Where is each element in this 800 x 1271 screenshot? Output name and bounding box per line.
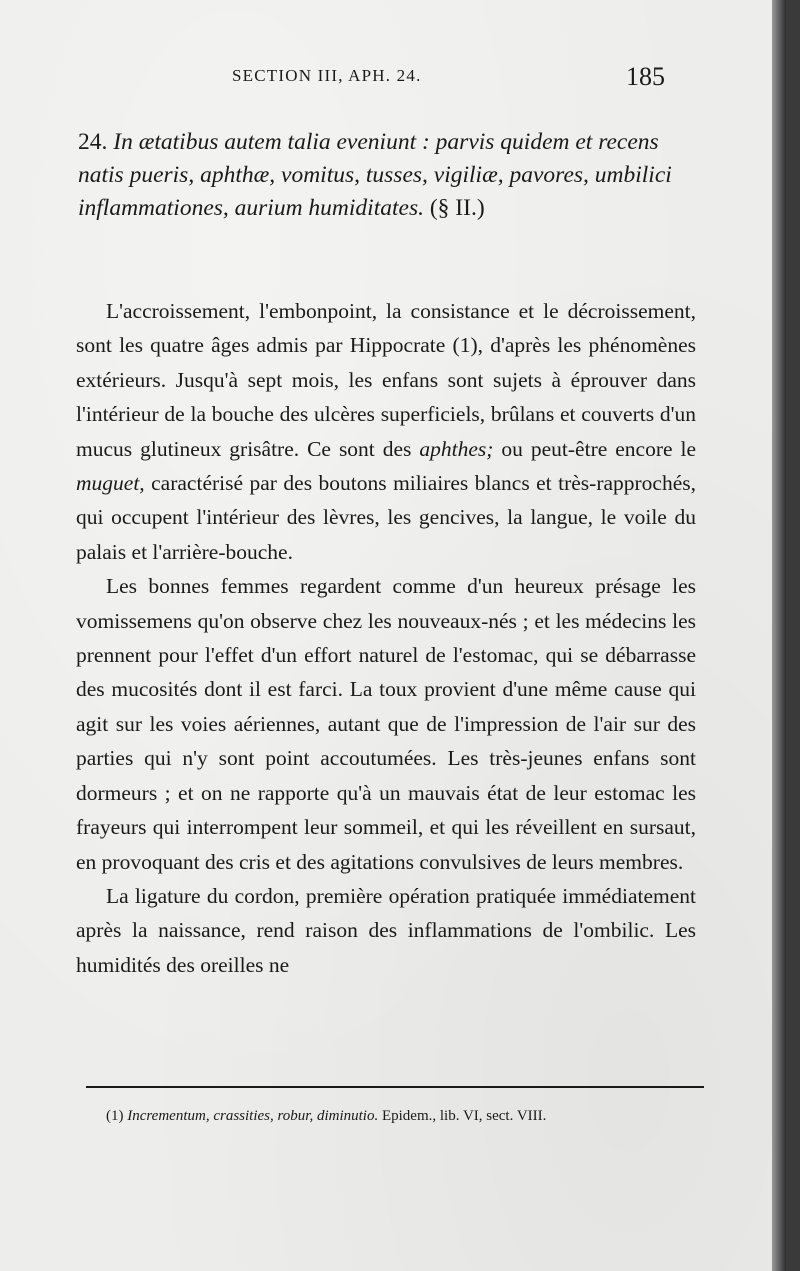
footnote (86, 1104, 704, 1128)
page-edge-shadow (772, 0, 786, 1271)
aphorism-reference: (§ II.) (429, 195, 485, 221)
running-head (0, 62, 786, 92)
term-aphthes: aphthes; (419, 436, 494, 461)
commentary-paragraph-3: La ligature du cordon, première opération pratiquée immédiatement après la naissance, rend raison des inflammations de l'ombilic. Les humidités des oreilles ne (76, 883, 696, 977)
aphorism-text (78, 126, 696, 225)
footnote-latin: Incrementum, crassities, robur, diminutio. (127, 1108, 379, 1124)
page-number: 185 (626, 62, 665, 91)
commentary-paragraph-1 (76, 294, 696, 569)
running-title: SECTION III, APH. 24. (232, 66, 422, 85)
aphorism-latin: In ætatibus autem talia eveniunt : parvis quidem et recens natis pueris, aphthæ, vomitus, tusses, vigiliæ, pavores, umbilici inflammationes, aurium humiditates. (78, 129, 672, 221)
footnote-citation: Epidem., lib. VI, sect. VIII. (381, 1108, 547, 1124)
footnote-divider (86, 1086, 704, 1088)
paragraph-1-part-c: caractérisé par des boutons miliaires blancs et très-rapprochés, qui occupent l'intérieur des lèvres, les gencives, la langue, le voile du palais et l'arrière-bouche. (76, 471, 697, 564)
footnote-mark: (1) (106, 1108, 124, 1124)
commentary (76, 294, 696, 982)
aphorism-number: 24. (78, 129, 108, 155)
commentary-paragraph-2: Les bonnes femmes regardent comme d'un heureux présage les vomissemens qu'on observe chez les nouveaux-nés ; et les médecins les prennent pour l'effet d'un effort naturel de l'estomac, qui se débarrasse des mucosités dont il est farci. La toux provient d'une même cause qui agit sur les voies aériennes, autant que de l'impression de l'air sur des parties qui n'y sont point accoutumées. Les très-jeunes enfans sont dormeurs ; et on ne rapporte qu'à un mauvais état de leur estomac les frayeurs qui interrompent leur sommeil, et qui les réveillent en sursaut, en provoquant des cris et des agitations convulsives de leurs membres. (76, 574, 696, 874)
paragraph-1-part-a: L'accroissement, l'embonpoint, la consistance et le décroissement, sont les quatre âges admis par Hippocrate (1), d'après les phénomènes extérieurs. Jusqu'à sept mois, les enfans sont sujets à éprouver dans l'intérieur de la bouche des ulcères superficiels, brûlans et couverts d'un mucus glutineux grisâtre. Ce sont des (76, 299, 696, 461)
paragraph-1-part-b: ou peut-être encore le (501, 436, 697, 461)
term-muguet: muguet, (76, 471, 145, 496)
